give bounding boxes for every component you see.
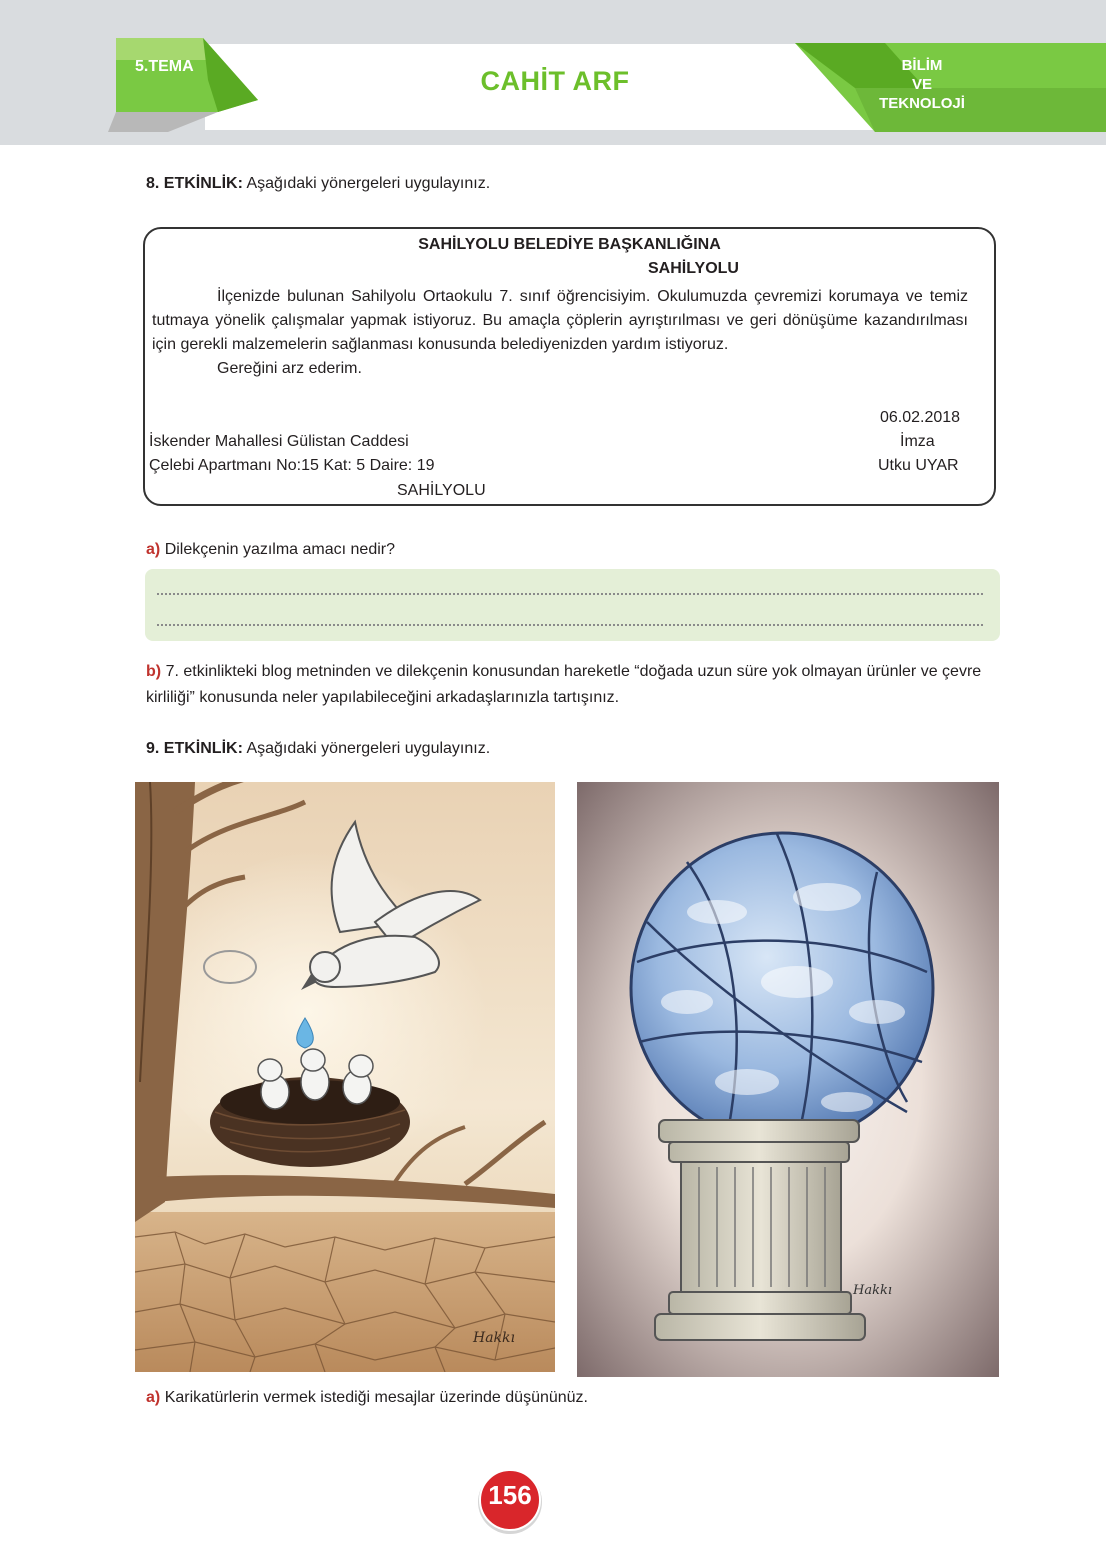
letter-recipient: SAHİLYOLU BELEDİYE BAŞKANLIĞINA [418,236,721,253]
activity-8-heading [146,175,490,193]
letter-signer-name: Utku UYAR [878,457,959,474]
letter-address-city: SAHİLYOLU [397,482,486,499]
question-a-label: a) [146,541,161,558]
letter-paragraph-2: Gereğini arz ederim. [217,360,362,377]
question-a [146,537,1002,563]
question-9a [146,1385,1002,1411]
theme-label-line3: TEKNOLOJİ [879,95,965,112]
answer-line-1[interactable] [157,593,983,595]
question-9a-text: Karikatürlerin vermek istediği mesajlar üzerinde düşününüz. [164,1389,588,1406]
question-b-label: b) [146,663,162,680]
question-a-text: Dilekçenin yazılma amacı nedir? [164,541,396,558]
globe-column-illustration [577,782,999,1377]
question-b [146,659,1002,711]
theme-label-line1: BİLİM [901,57,943,74]
letter-recipient-city: SAHİLYOLU [648,260,739,277]
petition-letter [143,227,996,506]
activity-8-instruction: Aşağıdaki yönergeleri uygulayınız. [246,175,491,192]
column-shaft [681,1162,841,1292]
letter-signature-label: İmza [900,433,935,450]
cartoon-dove-nest [135,782,555,1372]
dove-nest-illustration [135,782,555,1372]
svg-text:Hakkı: Hakkı [473,1330,515,1346]
tema-ribbon-icon [108,20,258,135]
activity-8-number: 8. ETKİNLİK: [146,175,243,192]
activity-9-number: 9. ETKİNLİK: [146,740,243,757]
header-title: CAHİT ARF [480,66,630,96]
question-b-text: 7. etkinlikteki blog metninden ve dilekçenin konusundan hareketle “doğada uzun süre yok olmayan ürünler ve çevre kirliliği” konusunda neler yapılabileceğini arkadaşlarınızla tartışınız. [146,663,982,706]
question-9a-label: a) [146,1389,161,1406]
letter-paragraph-1: İlçenizde bulunan Sahilyolu Ortaokulu 7. sınıf öğrencisiyim. Okulumuzda çevremizi korumaya ve temiz tutmaya yönelik çalışmalar yapmak istiyoruz. Bu amaçla çöplerin ayrıştırılması ve geri dönüşüme kazandırılması için gerekli malzemelerin sağlanması konusunda belediyenizden yardım istiyoruz. [152,288,968,353]
answer-area[interactable] [145,569,1000,641]
letter-body [152,285,968,381]
column-base [655,1314,865,1340]
page-number: 156 [488,1480,532,1510]
cartoon-globe-column [577,782,999,1377]
letter-date: 06.02.2018 [880,409,961,426]
letter-address-line2: Çelebi Apartmanı No:15 Kat: 5 Daire: 19 [149,457,435,474]
theme-label-line2: VE [911,76,932,93]
activity-9-heading [146,740,490,758]
tema-label: 5.TEMA [135,58,194,75]
answer-line-2[interactable] [157,624,983,626]
theme-label [862,56,982,113]
letter-address-line1: İskender Mahallesi Gülistan Caddesi [149,433,409,450]
svg-text:Hakkı: Hakkı [853,1283,892,1298]
activity-9-instruction: Aşağıdaki yönergeleri uygulayınız. [246,740,491,757]
